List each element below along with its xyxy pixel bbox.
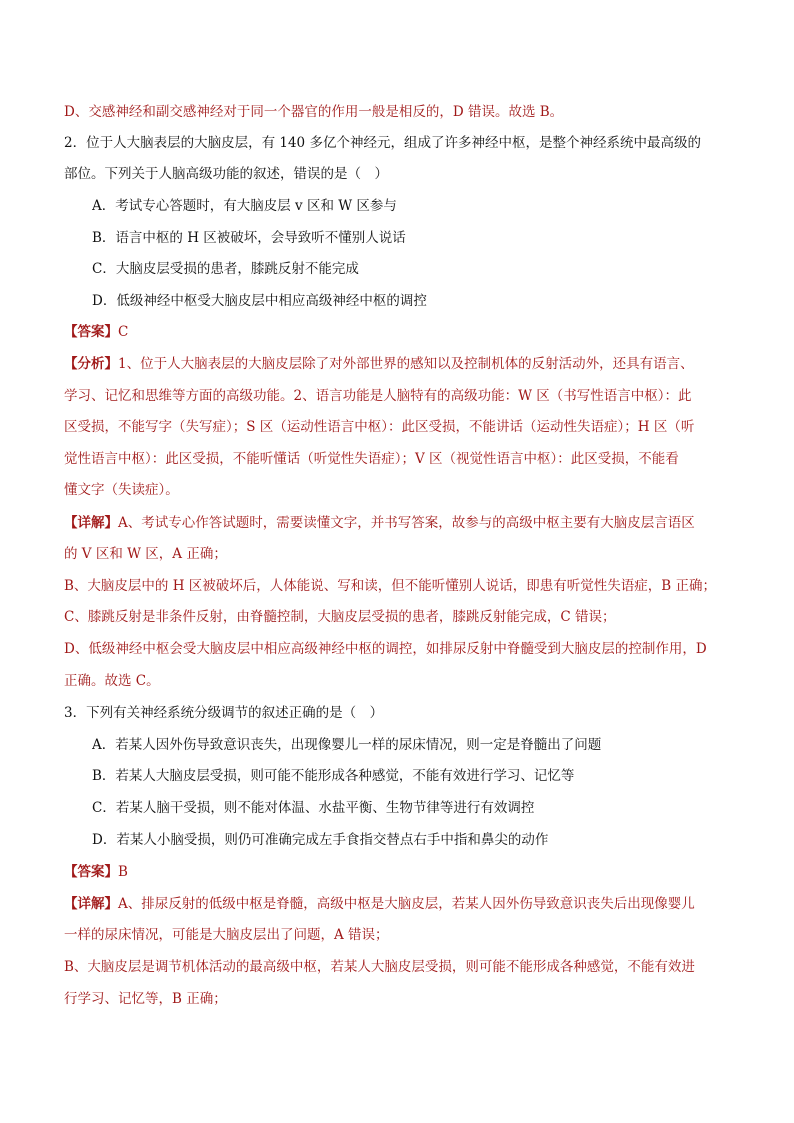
question-2-option-d: D．低级神经中枢受大脑皮层中相应高级神经中枢的调控 (92, 293, 427, 309)
analysis-line: 懂文字（失读症）。 (64, 482, 179, 498)
question-2-option-c: C．大脑皮层受损的患者，膝跳反射不能完成 (92, 261, 359, 277)
detail-line: 一样的尿床情况，可能是大脑皮层出了问题，A 错误； (64, 927, 389, 943)
detail-text: A、考试专心作答试题时，需要读懂文字，并书写答案，故参与的高级中枢主要有大脑皮层言语区 (118, 515, 695, 531)
detail-2 (64, 513, 744, 533)
detail-line: B、大脑皮层是调节机体活动的最高级中枢，若某人大脑皮层受损，则可能不能形成各种感觉，不能有效进 (64, 959, 695, 975)
analysis-line: 学习、记忆和思维等方面的高级功能。2、语言功能是人脑特有的高级功能：W 区（书写性语言中枢）：此 (64, 388, 692, 404)
question-3-option-a: A．若某人因外伤导致意识丧失，出现像婴儿一样的尿床情况，则一定是脊髓出了问题 (92, 737, 602, 753)
question-2-option-b: B．语言中枢的 H 区被破坏，会导致听不懂别人说话 (92, 230, 406, 246)
question-2-stem-cont: 部位。下列关于人脑高级功能的叙述，错误的是（ ） (64, 166, 388, 182)
detail-line: 行学习、记忆等，B 正确； (64, 991, 227, 1007)
analysis-text: 1、位于人大脑表层的大脑皮层除了对外部世界的感知以及控制机体的反射活动外，还具有语言、 (118, 356, 694, 372)
answer-3 (64, 862, 744, 882)
detail-line: C、膝跳反射是非条件反射，由脊髓控制，大脑皮层受损的患者，膝跳反射能完成，C 错误； (64, 609, 616, 625)
answer-value: C (118, 324, 129, 340)
analysis-line: 区受损，不能写字（失写症）；S 区（运动性语言中枢）：此区受损，不能讲话（运动性失语症）；H 区（听 (64, 419, 695, 435)
analysis-label: 【分析】 (64, 356, 118, 372)
analysis-2 (64, 354, 744, 374)
explanation-line: D、交感神经和副交感神经对于同一个器官的作用一般是相反的，D 错误。故选 B。 (64, 104, 564, 120)
detail-3 (64, 894, 744, 914)
question-2-option-a: A．考试专心答题时，有大脑皮层 v 区和 W 区参与 (92, 198, 397, 214)
detail-label: 【详解】 (64, 896, 118, 912)
detail-line: D、低级神经中枢会受大脑皮层中相应高级神经中枢的调控，如排尿反射中脊髓受到大脑皮层的控制作用，D (64, 641, 707, 657)
answer-label: 【答案】 (64, 864, 118, 880)
question-2-stem: 2．位于人大脑表层的大脑皮层，有 140 多亿个神经元，组成了许多神经中枢，是整个神经系统中最高级的 (64, 135, 701, 151)
detail-line: 正确。故选 C。 (64, 673, 160, 689)
answer-value: B (118, 864, 128, 880)
question-3-option-b: B．若某人大脑皮层受损，则可能不能形成各种感觉，不能有效进行学习、记忆等 (92, 768, 575, 784)
detail-label: 【详解】 (64, 515, 118, 531)
question-3-stem: 3．下列有关神经系统分级调节的叙述正确的是（ ） (64, 705, 384, 721)
detail-line: B、大脑皮层中的 H 区被破坏后，人体能说、写和读，但不能听懂别人说话，即患有听觉性失语症，B 正确； (64, 578, 716, 594)
question-3-option-c: C．若某人脑干受损，则不能对体温、水盐平衡、生物节律等进行有效调控 (92, 800, 535, 816)
question-3-option-d: D．若某人小脑受损，则仍可准确完成左手食指交替点右手中指和鼻尖的动作 (92, 832, 549, 848)
detail-line: 的 V 区和 W 区，A 正确； (64, 546, 227, 562)
answer-2 (64, 322, 744, 342)
answer-label: 【答案】 (64, 324, 118, 340)
analysis-line: 觉性语言中枢）：此区受损，不能听懂话（听觉性失语症）；V 区（视觉性语言中枢）：此区受损，不能看 (64, 451, 679, 467)
detail-text: A、排尿反射的低级中枢是脊髓，高级中枢是大脑皮层，若某人因外伤导致意识丧失后出现像婴儿 (118, 896, 695, 912)
